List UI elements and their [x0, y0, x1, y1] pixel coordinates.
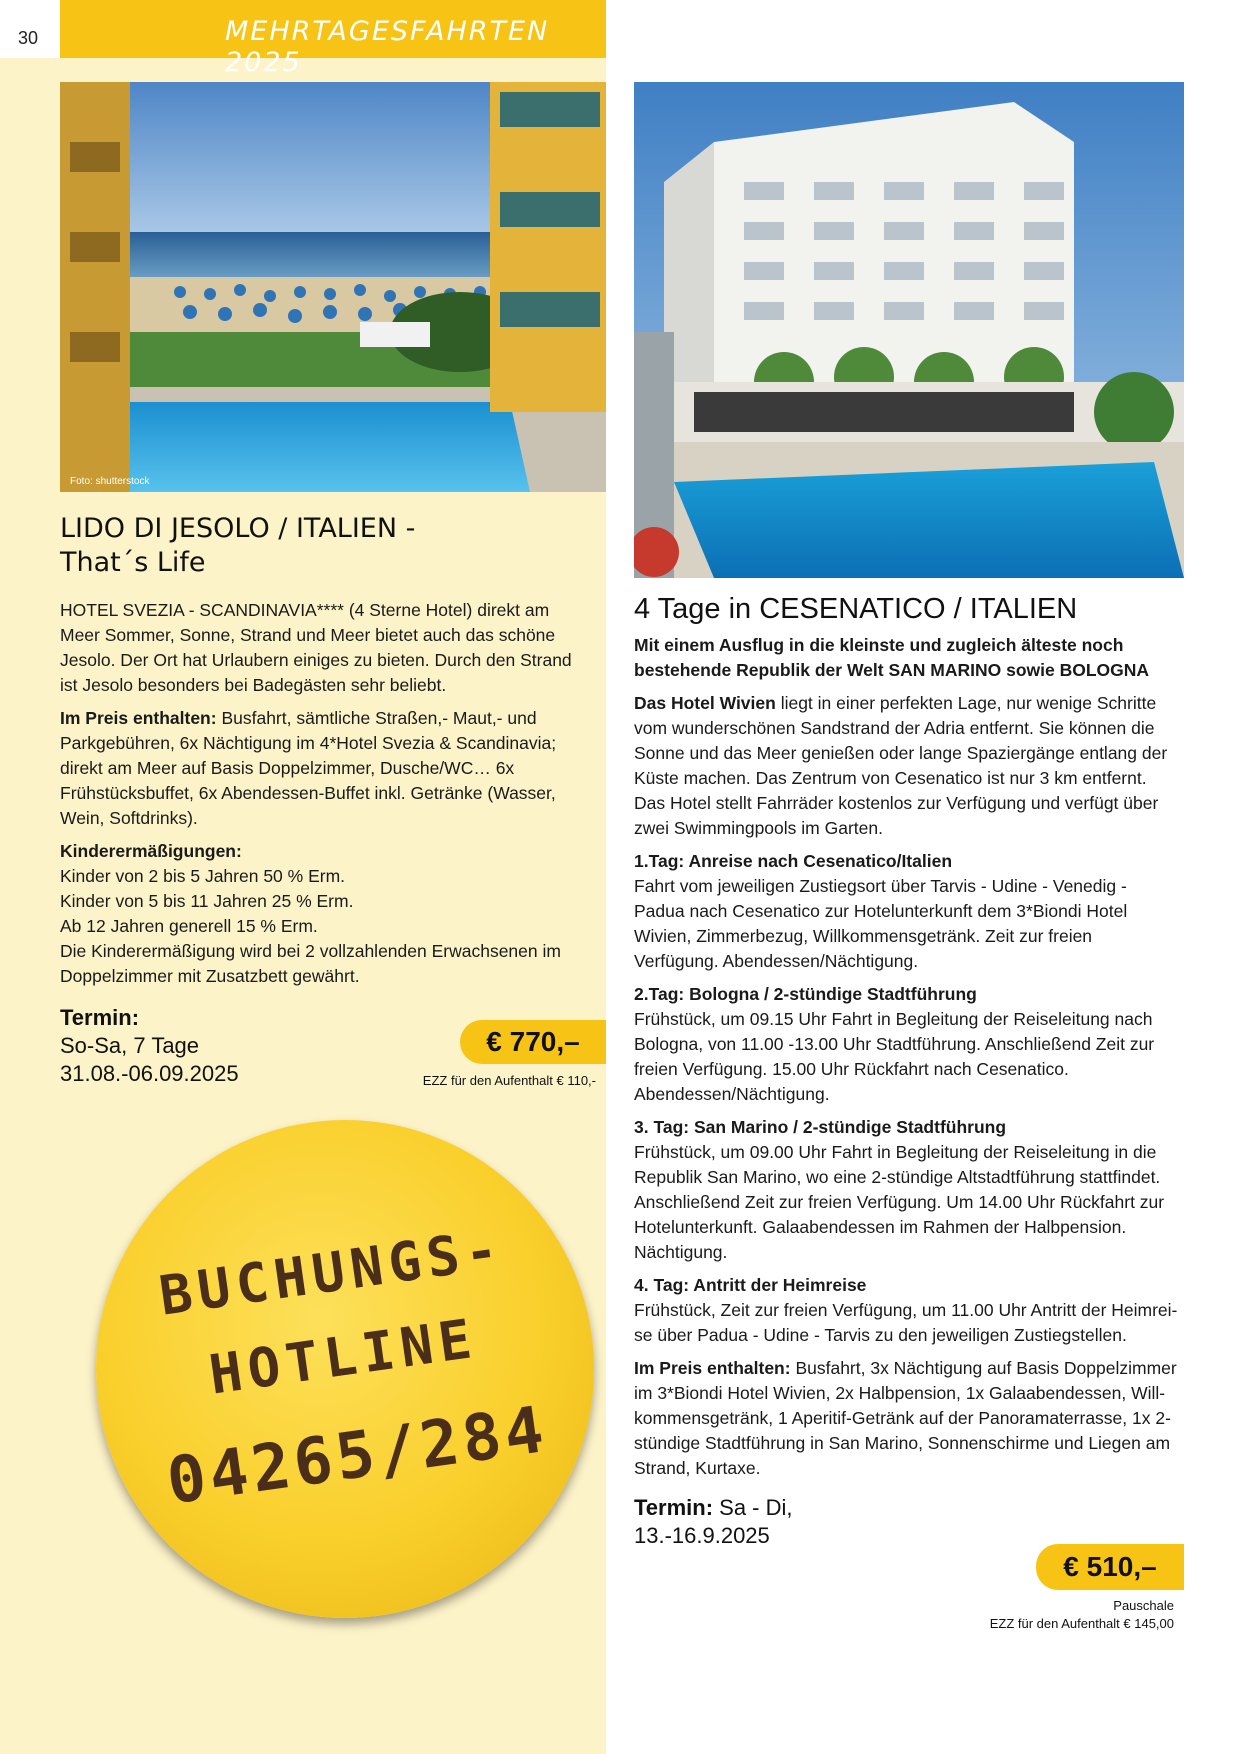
cesenatico-termin-dates: 13.-16.9.2025 — [634, 1523, 770, 1548]
cesenatico-hotel-label: Das Hotel Wivien — [634, 693, 776, 713]
photo-credit: Foto: shutterstock — [70, 476, 150, 487]
jesolo-discounts — [60, 839, 585, 989]
jesolo-discount-label: Kinderermäßigungen: — [60, 841, 242, 861]
header-band — [60, 0, 606, 78]
jesolo-included-text: Busfahrt, sämtliche Straßen,- Maut,- und Parkgebühren, 6x Nächtigung im 4*Hotel Svezia & Scandinavia; direkt am Meer auf Basis Doppelzimmer, Dusche/WC… 6x Frühstücksbuffet, 6x Abendessen-Buffet inkl. Getränke (Wasser, Wein, Softdrinks). — [60, 708, 557, 828]
itinerary-day-heading: 2.Tag: Bologna / 2-stündige Stadtführung — [634, 984, 977, 1004]
cesenatico-termin — [634, 1494, 793, 1550]
hotline-number: 04265/284 — [162, 1392, 552, 1520]
itinerary-day-heading: 3. Tag: San Marino / 2-stündige Stadtführung — [634, 1117, 1007, 1137]
cesenatico-included-text: Busfahrt, 3x Nächtigung auf Basis Doppelzimmer im 3*Biondi Hotel Wivien, 2x Halbpension, 1x Galaabendessen, Will-kommensgetränk, 1 Aperitif-Getränk auf der Panoramaterrasse, 1x 2-stündige Stadtführung in San Marino, Sonnenschirme und Liegen am Strand, Kurtaxe. — [634, 1358, 1177, 1478]
itinerary-day-text: Frühstück, um 09.00 Uhr Fahrt in Begleitung der Reiseleitung in die Republik San Marino, wo eine 2-stündige Altstadtführung stattfindet. Anschließend Zeit zur freien Verfügung. Um 14.00 Uhr Rückfahrt zur Hotelunterkunft. Galaabendessen im Rahmen der Halbpension. Nächtigung. — [634, 1142, 1165, 1262]
jesolo-termin — [60, 1004, 239, 1088]
hotline-text — [64, 1088, 626, 1650]
jesolo-discount-line: Kinder von 2 bis 5 Jahren 50 % Erm. — [60, 866, 346, 886]
page-number-box — [0, 0, 60, 58]
itinerary-day-text: Fahrt vom jeweiligen Zustiegsort über Tarvis - Udine - Venedig - Padua nach Cesenatico zur Hotelunterkunft dem 3*Biondi Hotel Wivien, Zimmerbezug, Willkommensgetränk. Zeit zur freien Verfügung. Abendessen/Nächtigung. — [634, 876, 1128, 971]
page-number: 30 — [18, 28, 39, 48]
cesenatico-termin-label: Termin: — [634, 1495, 714, 1520]
jesolo-ezz: EZZ für den Aufenthalt € 110,- — [422, 1073, 596, 1088]
jesolo-discount-line: Ab 12 Jahren generell 15 % Erm. — [60, 916, 318, 936]
itinerary-day — [634, 982, 1180, 1107]
jesolo-intro: HOTEL SVEZIA - SCANDINAVIA**** (4 Sterne Hotel) direkt am Meer Sommer, Sonne, Strand und Meer bietet auch das schöne Jesolo. Der Ort hat Urlaubern einiges zu bieten. Durch den Strand ist Jesolo besonders bei Badegästen sehr beliebt. — [60, 600, 572, 695]
cesenatico-included-label: Im Preis enthalten: — [634, 1358, 791, 1378]
itinerary-day-heading: 4. Tag: Antritt der Heimreise — [634, 1275, 867, 1295]
jesolo-termin-label: Termin: — [60, 1005, 140, 1030]
cesenatico-title: 4 Tage in CESENATICO / ITALIEN — [634, 593, 1078, 625]
jesolo-price: € 770,– — [460, 1020, 606, 1064]
cesenatico-ezz: EZZ für den Aufenthalt € 145,00 — [989, 1616, 1174, 1631]
jesolo-discount-line: Die Kinderermäßigung wird bei 2 vollzahlenden Erwachsenen im Doppelzimmer mit Zusatzbett gewährt. — [60, 941, 561, 986]
cesenatico-termin-days: Sa - Di, — [713, 1495, 793, 1520]
jesolo-title — [60, 512, 580, 580]
hotline-line2: HOTLINE — [205, 1306, 482, 1407]
itinerary-day-text: Frühstück, um 09.15 Uhr Fahrt in Begleitung der Reiseleitung nach Bologna, von 11.00 -13.00 Uhr Stadtführung. Anschließend Zeit zur freien Verfügung. 15.00 Uhr Rückfahrt nach Cesenatico. Abendessen/Nächtigung. — [634, 1009, 1155, 1104]
cesenatico-hotel-text: liegt in einer perfekten Lage, nur wenige Schritte vom wunderschönen Sandstrand der Adria entfernt. Sie können die Sonne und das Meer genießen oder lange Spaziergänge entlang der Küste machen. Das Zentrum von Cesenatico ist nur 3 km entfernt. Das Hotel stellt Fahrräder kostenlos zur Verfügung und verfügt über zwei Swimmingpools im Garten. — [634, 693, 1168, 838]
jesolo-title-line1: LIDO DI JESOLO / ITALIEN - — [60, 513, 416, 544]
itinerary-day — [634, 1115, 1180, 1265]
jesolo-title-line2: That´s Life — [60, 547, 206, 578]
jesolo-discount-line: Kinder von 5 bis 11 Jahren 25 % Erm. — [60, 891, 354, 911]
cesenatico-hotel — [634, 691, 1180, 841]
hotline-line1: BUCHUNGS- — [155, 1217, 508, 1328]
booking-hotline-badge — [96, 1120, 594, 1618]
itinerary-day-text: Frühstück, Zeit zur freien Verfügung, um 11.00 Uhr Antritt der Heimrei-se über Padua - Udine - Tarvis zu den jeweiligen Zustiegstellen. — [634, 1300, 1178, 1345]
cesenatico-pauschale: Pauschale — [1113, 1598, 1174, 1613]
jesolo-included-label: Im Preis enthalten: — [60, 708, 217, 728]
jesolo-termin-days: So-Sa, 7 Tage — [60, 1033, 200, 1058]
cesenatico-description — [634, 633, 1180, 1489]
header-title: MEHRTAGESFAHRTEN 2025 — [225, 16, 550, 78]
jesolo-termin-dates: 31.08.-06.09.2025 — [60, 1061, 239, 1086]
itinerary-day-heading: 1.Tag: Anreise nach Cesenatico/Italien — [634, 851, 953, 871]
jesolo-beach-photo — [60, 82, 606, 492]
jesolo-description — [60, 598, 585, 989]
cesenatico-included — [634, 1356, 1180, 1481]
jesolo-included — [60, 706, 585, 831]
cesenatico-price: € 510,– — [1036, 1544, 1184, 1590]
itinerary-day — [634, 849, 1180, 974]
hotel-wivien-photo — [634, 82, 1184, 578]
itinerary-day — [634, 1273, 1180, 1348]
cesenatico-subtitle: Mit einem Ausflug in die kleinste und zugleich älteste noch bestehende Republik der Welt SAN MARINO sowie BOLOGNA — [634, 635, 1150, 680]
